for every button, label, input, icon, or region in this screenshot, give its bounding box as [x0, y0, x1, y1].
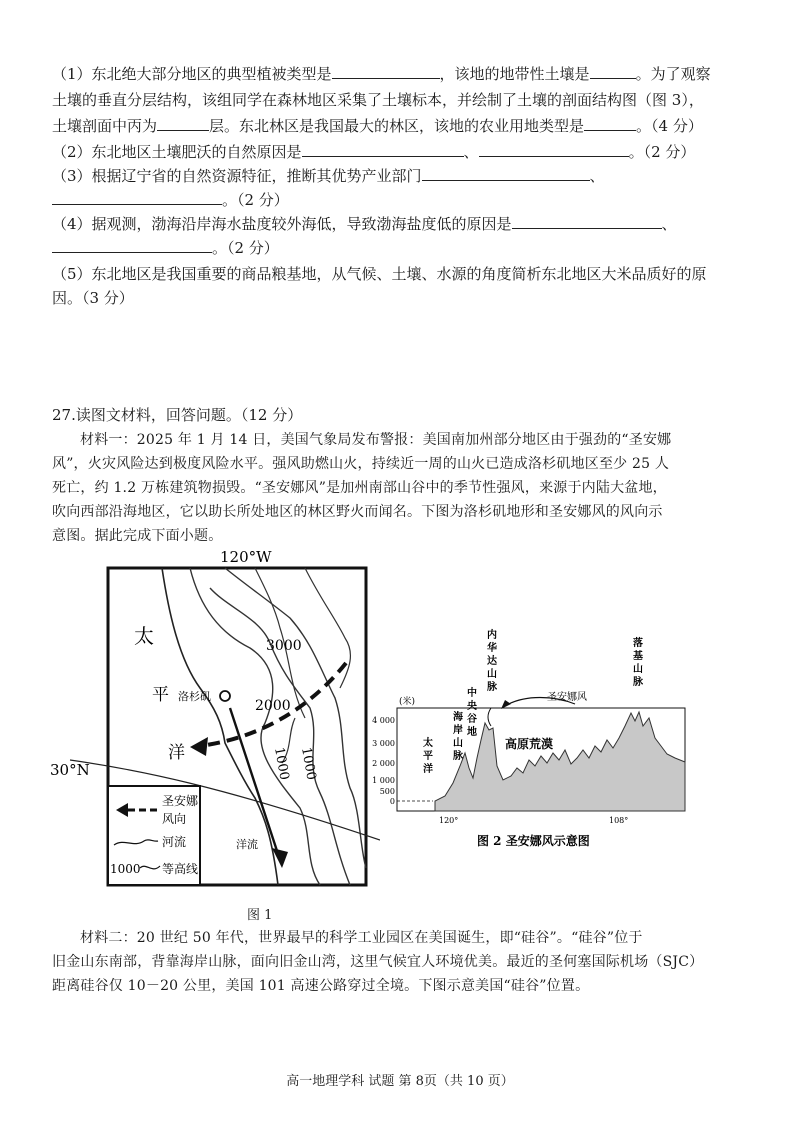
ocean-char: 洋: [168, 743, 185, 763]
coast-range-label: [453, 710, 464, 762]
contour-label: 2000: [255, 698, 291, 714]
y-tick: 3 000: [372, 739, 395, 748]
svg-text:洋: 洋: [423, 764, 433, 775]
y-tick: 4 000: [372, 716, 395, 725]
answer-blank[interactable]: [52, 188, 222, 205]
svg-text:脉: 脉: [453, 751, 463, 762]
q26-part4-line2: 。（2 分）: [52, 236, 279, 260]
svg-text:平: 平: [423, 751, 433, 762]
ocean-char: 太: [134, 624, 154, 648]
contour-label: 1000: [271, 746, 292, 782]
lat-label: 30°N: [50, 761, 90, 779]
q26-part4-line1: （4）据观测，渤海沿岸海水盐度较外海低，导致渤海盐度低的原因是 、: [52, 212, 677, 236]
wind-label: 圣安娜风: [547, 692, 587, 703]
x-tick: 108°: [609, 816, 629, 825]
answer-blank[interactable]: [512, 212, 662, 229]
y-tick: 2 000: [372, 759, 395, 768]
q26-part2: （2）东北地区土壤肥沃的自然原因是 、 。（2 分）: [52, 140, 695, 164]
q26-part3-line2: 。（2 分）: [52, 188, 289, 212]
x-tick: 120°: [439, 816, 459, 825]
contour-label: 3000: [266, 638, 302, 654]
figure-1-map: [50, 548, 380, 898]
svg-text:落: 落: [633, 638, 643, 649]
svg-text:地: 地: [467, 727, 477, 738]
svg-text:华: 华: [487, 643, 497, 654]
figure-2-caption: 图 2 圣安娜风示意图: [477, 834, 590, 848]
material-two-line: 距离硅谷仅 10－20 公里，美国 101 高速公路穿过全境。下图示意美国“硅谷”位置。: [52, 978, 590, 994]
q26-part3-line1: （3）根据辽宁省的自然资源特征，推断其优势产业部门 、: [52, 164, 605, 188]
q26-part5-line1: （5）东北地区是我国重要的商品粮基地，从气候、土壤、水源的角度简析东北地区大米品质好的原: [52, 265, 707, 283]
y-unit: (米): [399, 697, 416, 707]
material-one: [52, 428, 752, 548]
answer-blank[interactable]: [422, 164, 590, 181]
figure-1-caption: 图 1: [247, 908, 273, 923]
rocky-mountains-label: [633, 636, 644, 688]
svg-text:海: 海: [453, 712, 463, 723]
legend-wind-label: 圣安娜: [162, 794, 199, 808]
contour-line: [305, 568, 350, 688]
y-tick: 1 000: [372, 776, 395, 785]
current-label: 洋流: [236, 838, 258, 851]
contour-label: 1000: [298, 746, 319, 782]
legend-contour-label: 等高线: [162, 862, 199, 876]
q27-heading: 27.读图文材料，回答问题。（12 分）: [52, 406, 303, 424]
arrow-head: [190, 737, 208, 756]
plateau-label: 高原荒漠: [505, 737, 554, 751]
svg-text:岸: 岸: [453, 725, 463, 736]
lon-label: 120°W: [220, 548, 272, 566]
answer-blank[interactable]: [332, 62, 440, 79]
contour-line: [225, 568, 366, 868]
ocean-char: 平: [152, 685, 169, 705]
answer-blank[interactable]: [584, 114, 636, 131]
material-one-line: 材料一：2025 年 1 月 14 日，美国气象局发布警报：美国南加州部分地区由于强劲的“圣安娜: [80, 432, 672, 448]
ocean-label: [423, 736, 433, 775]
material-one-line: 吹向西部沿海地区，它以助长所处地区的林区野火而闻名。下图为洛杉矶地形和圣安娜风的风向示: [52, 504, 663, 520]
answer-blank[interactable]: [479, 140, 629, 157]
material-one-line: 死亡，约 1.2 万栋建筑物损毁。“圣安娜风”是加州南部山谷中的季节性强风，来源于内陆大盆地，: [52, 480, 667, 496]
y-tick: 0: [389, 797, 395, 806]
legend-contour-number: 1000: [110, 862, 141, 876]
q26-part1-line2: 土壤的垂直分层结构，该组同学在森林地区采集了土壤标本，并绘制了土壤的剖面结构图（图 3），: [52, 91, 704, 109]
legend-wind-label: 风向: [162, 812, 187, 826]
svg-text:山: 山: [633, 664, 643, 675]
answer-blank[interactable]: [157, 114, 209, 131]
answer-blank[interactable]: [302, 140, 464, 157]
svg-text:山: 山: [453, 738, 463, 749]
wind-arrow: [488, 708, 491, 726]
svg-text:谷: 谷: [467, 714, 477, 725]
city-marker: [220, 691, 230, 701]
material-one-line: 风”，火灾风险达到极度风险水平。强风助燃山火，持续近一周的山火已造成洛杉矶地区至少 25 人: [52, 456, 670, 472]
q26-part1-line3: 土壤剖面中丙为 层。东北林区是我国最大的林区，该地的农业用地类型是 。（4 分）: [52, 114, 703, 138]
svg-text:内: 内: [487, 630, 497, 641]
svg-text:脉: 脉: [487, 682, 497, 693]
contour-line: [210, 588, 350, 885]
central-valley-label: [467, 686, 477, 738]
sierra-nevada-label: [487, 628, 498, 693]
svg-text:基: 基: [633, 651, 643, 662]
material-two-line: 材料二：20 世纪 50 年代，世界最早的科学工业园区在美国诞生，即“硅谷”。“硅谷”位于: [80, 930, 643, 946]
svg-text:山: 山: [487, 669, 497, 680]
page-footer: 高一地理学科 试题 第 8页（共 10 页）: [286, 1074, 514, 1089]
svg-text:太: 太: [423, 738, 433, 749]
material-two: [52, 926, 752, 998]
figure-2-profile: [365, 628, 695, 853]
legend-river-label: 河流: [162, 835, 187, 849]
svg-text:脉: 脉: [633, 677, 643, 688]
answer-blank[interactable]: [52, 236, 212, 253]
material-two-line: 旧金山东南部，背靠海岸山脉，面向旧金山湾，这里气候宜人环境优美。最近的圣何塞国际机场（SJC）: [52, 954, 704, 970]
q26-part5-line2: 因。（3 分）: [52, 289, 134, 307]
q26-part1-line1: （1）东北绝大部分地区的典型植被类型是 ，该地的地带性土壤是 。为了观察: [52, 62, 711, 86]
answer-blank[interactable]: [590, 62, 636, 79]
svg-text:中: 中: [467, 688, 477, 699]
y-tick: 500: [379, 787, 395, 796]
city-label: 洛杉矶: [178, 690, 211, 703]
svg-text:达: 达: [487, 656, 497, 667]
svg-text:央: 央: [467, 701, 477, 712]
material-one-line: 意图。据此完成下面小题。: [52, 528, 223, 544]
